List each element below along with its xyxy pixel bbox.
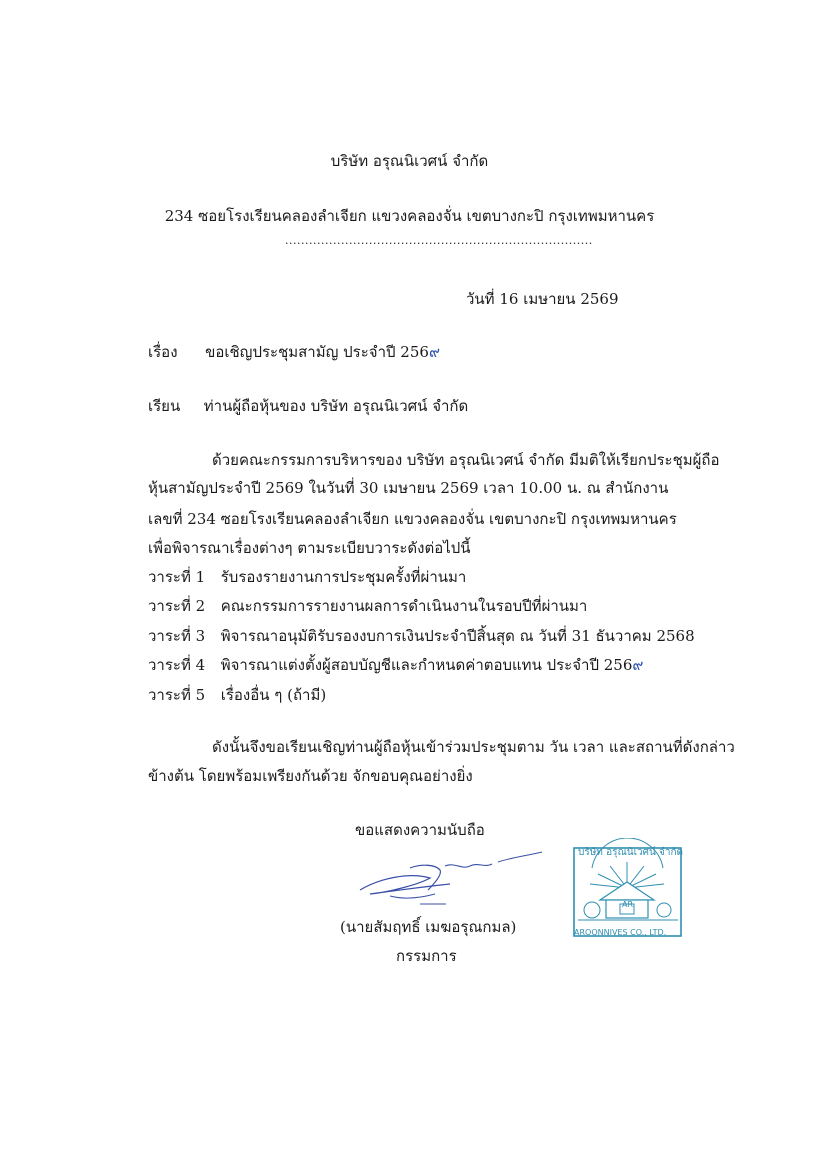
subject-line: [148, 343, 440, 361]
agenda-label: วาระที่ 3: [148, 627, 206, 645]
recipient-line: [148, 397, 468, 415]
agenda-item: [148, 568, 466, 586]
subject-handwritten-digit: ๙: [428, 343, 440, 361]
agenda-label: วาระที่ 4: [148, 656, 206, 674]
signature-image: [350, 848, 550, 908]
closing-line-1: ดังนั้นจึงขอเรียนเชิญท่านผู้ถือหุ้นเข้าร่วมประชุมตาม วัน เวลา และสถานที่ดังกล่าว: [212, 738, 735, 756]
agenda-text: รับรองรายงานการประชุมครั้งที่ผ่านมา: [220, 568, 467, 586]
subject-label: เรื่อง: [148, 343, 178, 361]
closing-line-2: ข้างต้น โดยพร้อมเพรียงกันด้วย จักขอบคุณอย่างยิ่ง: [148, 767, 473, 785]
stamp-top-text: บริษัท อรุณนิเวศน์ จำกัด: [578, 847, 683, 858]
company-address: 234 ซอยโรงเรียนคลองลำเจียก แขวงคลองจั่น เขตบางกะปิ กรุงเทพมหานคร: [164, 207, 655, 225]
signatory-name: (นายสัมฤทธิ์ เมฆอรุณกมล): [340, 918, 517, 936]
regards: ขอแสดงความนับถือ: [355, 821, 485, 839]
agenda-item: [148, 627, 695, 645]
body-line-3: เลขที่ 234 ซอยโรงเรียนคลองลำเจียก แขวงคลองจั่น เขตบางกะปิ กรุงเทพมหานคร: [148, 510, 677, 528]
body-line-2: หุ้นสามัญประจำปี 2569 ในวันที่ 30 เมษายน 2569 เวลา 10.00 น. ณ สำนักงาน: [148, 479, 669, 497]
agenda-label: วาระที่ 1: [148, 568, 206, 586]
agenda-handwritten-digit: ๙: [632, 656, 644, 674]
agenda-item: [148, 656, 643, 674]
stamp-bottom-text: AROONNIVES CO., LTD.: [574, 928, 667, 937]
letter-date: วันที่ 16 เมษายน 2569: [466, 290, 619, 308]
agenda-item: [148, 686, 326, 704]
agenda-text: พิจารณาแต่งตั้งผู้สอบบัญชีและกำหนดค่าตอบแทน ประจำปี 256: [220, 656, 633, 674]
agenda-label: วาระที่ 2: [148, 597, 206, 615]
agenda-text: เรื่องอื่น ๆ (ถ้ามี): [220, 686, 327, 704]
recipient-label: เรียน: [148, 397, 181, 415]
stamp-center-text: AR: [622, 900, 634, 909]
dotted-line: .............................................................................: [285, 234, 593, 247]
signatory-position: กรรมการ: [396, 947, 457, 965]
subject-text: ขอเชิญประชุมสามัญ ประจำปี 256: [205, 343, 429, 361]
agenda-item: [148, 597, 587, 615]
agenda-label: วาระที่ 5: [148, 686, 206, 704]
body-line-1: ด้วยคณะกรรมการบริหารของ บริษัท อรุณนิเวศน์ จำกัด มีมติให้เรียกประชุมผู้ถือ: [212, 451, 720, 469]
agenda-text: พิจารณาอนุมัติรับรองงบการเงินประจำปีสิ้นสุด ณ วันที่ 31 ธันวาคม 2568: [220, 627, 695, 645]
recipient-text: ท่านผู้ถือหุ้นของ บริษัท อรุณนิเวศน์ จำกัด: [203, 397, 469, 415]
company-stamp: [570, 838, 685, 943]
agenda-text: คณะกรรมการรายงานผลการดำเนินงานในรอบปีที่ผ่านมา: [220, 597, 588, 615]
company-name: บริษัท อรุณนิเวศน์ จำกัด: [330, 152, 489, 170]
body-line-4: เพื่อพิจารณาเรื่องต่างๆ ตามระเบียบวาระดังต่อไปนี้: [148, 539, 471, 557]
